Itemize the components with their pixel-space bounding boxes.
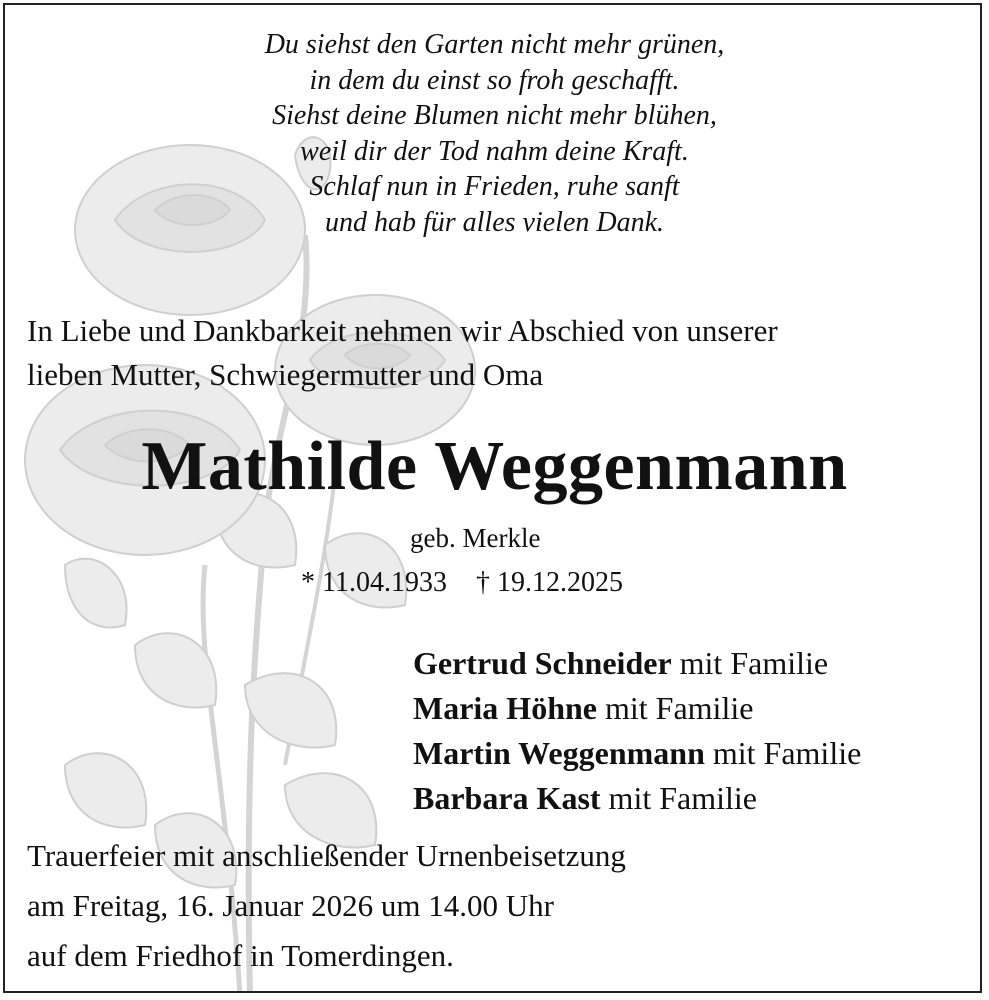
life-dates	[301, 567, 623, 599]
mourner-row	[413, 686, 861, 731]
maiden-name: geb. Merkle	[410, 523, 541, 553]
birth-symbol: *	[301, 567, 315, 598]
intro-line: lieben Mutter, Schwiegermutter und Oma	[27, 357, 544, 392]
mourner-name: Maria Höhne	[413, 690, 597, 726]
poem	[5, 27, 982, 240]
birth-date: 11.04.1933	[322, 567, 447, 598]
poem-line: weil dir der Tod nahm deine Kraft.	[300, 135, 689, 167]
mourner-row	[413, 641, 861, 686]
mourner-suffix: mit Familie	[604, 690, 754, 726]
mourner-row	[413, 731, 861, 776]
mourner-name: Martin Weggenmann	[413, 735, 705, 771]
poem-line: und hab für alles vielen Dank.	[324, 206, 665, 238]
intro-text	[27, 309, 972, 397]
mourner-suffix: mit Familie	[712, 735, 862, 771]
mourner-name: Barbara Kast	[413, 780, 601, 816]
deceased-name: Mathilde Weggenmann	[141, 428, 848, 505]
death-symbol: †	[475, 567, 490, 598]
service-line: Trauerfeier mit anschließender Urnenbeisetzung	[27, 838, 626, 873]
death-date: 19.12.2025	[496, 567, 623, 598]
service-line: auf dem Friedhof in Tomerdingen.	[27, 938, 454, 973]
mourner-row	[413, 776, 861, 821]
mourner-suffix: mit Familie	[679, 645, 829, 681]
poem-line: Schlaf nun in Frieden, ruhe sanft	[309, 171, 680, 202]
intro-line: In Liebe und Dankbarkeit nehmen wir Abschied von unserer	[27, 313, 778, 348]
poem-line: Siehst deine Blumen nicht mehr blühen,	[272, 100, 717, 131]
mourner-name: Gertrud Schneider	[413, 645, 672, 681]
obituary-notice	[3, 3, 982, 993]
poem-line: in dem du einst so froh geschafft.	[309, 64, 680, 96]
mourners-list	[413, 641, 861, 821]
mourner-suffix: mit Familie	[608, 780, 757, 816]
service-line: am Freitag, 16. Januar 2026 um 14.00 Uhr	[27, 888, 554, 923]
poem-line: Du siehst den Garten nicht mehr grünen,	[264, 29, 725, 60]
service-info	[27, 831, 626, 981]
